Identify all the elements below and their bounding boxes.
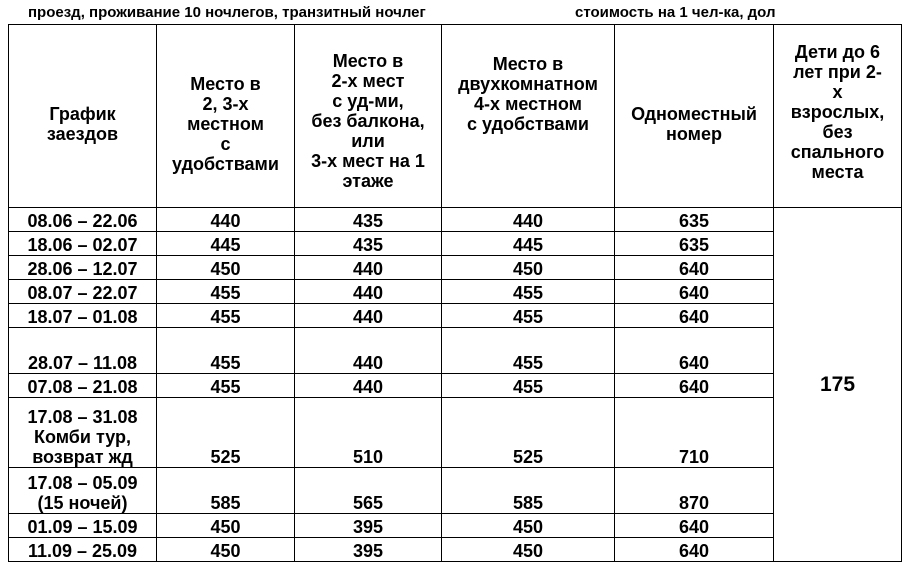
price-cell: 435 [295, 232, 442, 256]
price-cell: 710 [615, 398, 774, 468]
price-cell: 565 [295, 468, 442, 514]
price-cell: 450 [442, 514, 615, 538]
date-cell: 11.09 – 25.09 [9, 538, 157, 562]
date-cell: 17.08 – 31.08 Комби тур, возврат жд [9, 398, 157, 468]
price-table [8, 24, 902, 562]
price-cell: 455 [157, 374, 295, 398]
caption-left: проезд, проживание 10 ночлегов, транзитный ночлег [28, 4, 426, 21]
table-row [9, 232, 902, 256]
price-cell: 445 [442, 232, 615, 256]
price-cell: 640 [615, 304, 774, 328]
date-cell: 28.07 – 11.08 [9, 328, 157, 374]
price-cell: 510 [295, 398, 442, 468]
date-cell: 17.08 – 05.09 (15 ночей) [9, 468, 157, 514]
price-cell: 440 [295, 374, 442, 398]
price-cell: 455 [442, 304, 615, 328]
price-cell: 635 [615, 232, 774, 256]
price-cell: 640 [615, 514, 774, 538]
table-header-row [9, 25, 902, 208]
price-cell: 640 [615, 328, 774, 374]
price-cell: 455 [157, 304, 295, 328]
price-cell: 440 [295, 280, 442, 304]
caption-right: стоимость на 1 чел-ка, дол [575, 4, 776, 21]
price-cell: 455 [442, 374, 615, 398]
date-cell: 18.07 – 01.08 [9, 304, 157, 328]
table-row [9, 538, 902, 562]
date-cell: 08.06 – 22.06 [9, 208, 157, 232]
price-cell: 450 [442, 256, 615, 280]
price-cell: 435 [295, 208, 442, 232]
price-cell: 635 [615, 208, 774, 232]
price-cell: 445 [157, 232, 295, 256]
date-cell: 28.06 – 12.07 [9, 256, 157, 280]
price-cell: 455 [442, 280, 615, 304]
price-cell: 395 [295, 538, 442, 562]
table-row [9, 514, 902, 538]
header-cell: Место в 2-х мест с уд-ми, без балкона, или 3-х мест на 1 этаже [295, 25, 442, 208]
table-row [9, 304, 902, 328]
price-cell: 525 [442, 398, 615, 468]
date-cell: 08.07 – 22.07 [9, 280, 157, 304]
table-row [9, 398, 902, 468]
price-cell: 585 [157, 468, 295, 514]
table-row [9, 280, 902, 304]
date-cell: 18.06 – 02.07 [9, 232, 157, 256]
header-cell: График заездов [9, 25, 157, 208]
price-cell: 440 [295, 328, 442, 374]
price-cell: 455 [157, 328, 295, 374]
table-row [9, 256, 902, 280]
header-cell: Дети до 6 лет при 2- х взрослых, без спального места [774, 25, 902, 208]
price-cell: 455 [442, 328, 615, 374]
price-cell: 450 [157, 538, 295, 562]
table-row [9, 208, 902, 232]
price-cell: 640 [615, 374, 774, 398]
child-price-cell: 175 [774, 208, 902, 562]
header-cell: Одноместный номер [615, 25, 774, 208]
price-cell: 870 [615, 468, 774, 514]
header-cell: Место в 2, 3-х местном с удобствами [157, 25, 295, 208]
price-cell: 640 [615, 280, 774, 304]
price-cell: 455 [157, 280, 295, 304]
price-cell: 585 [442, 468, 615, 514]
price-cell: 640 [615, 538, 774, 562]
price-cell: 440 [295, 304, 442, 328]
price-cell: 450 [157, 256, 295, 280]
price-cell: 640 [615, 256, 774, 280]
price-cell: 450 [157, 514, 295, 538]
price-cell: 525 [157, 398, 295, 468]
price-cell: 440 [157, 208, 295, 232]
header-cell: Место в двухкомнатном 4-х местном с удобствами [442, 25, 615, 208]
date-cell: 01.09 – 15.09 [9, 514, 157, 538]
table-row [9, 328, 902, 374]
price-cell: 395 [295, 514, 442, 538]
table-row [9, 468, 902, 514]
table-row [9, 374, 902, 398]
price-cell: 440 [442, 208, 615, 232]
price-cell: 450 [442, 538, 615, 562]
price-cell: 440 [295, 256, 442, 280]
date-cell: 07.08 – 21.08 [9, 374, 157, 398]
